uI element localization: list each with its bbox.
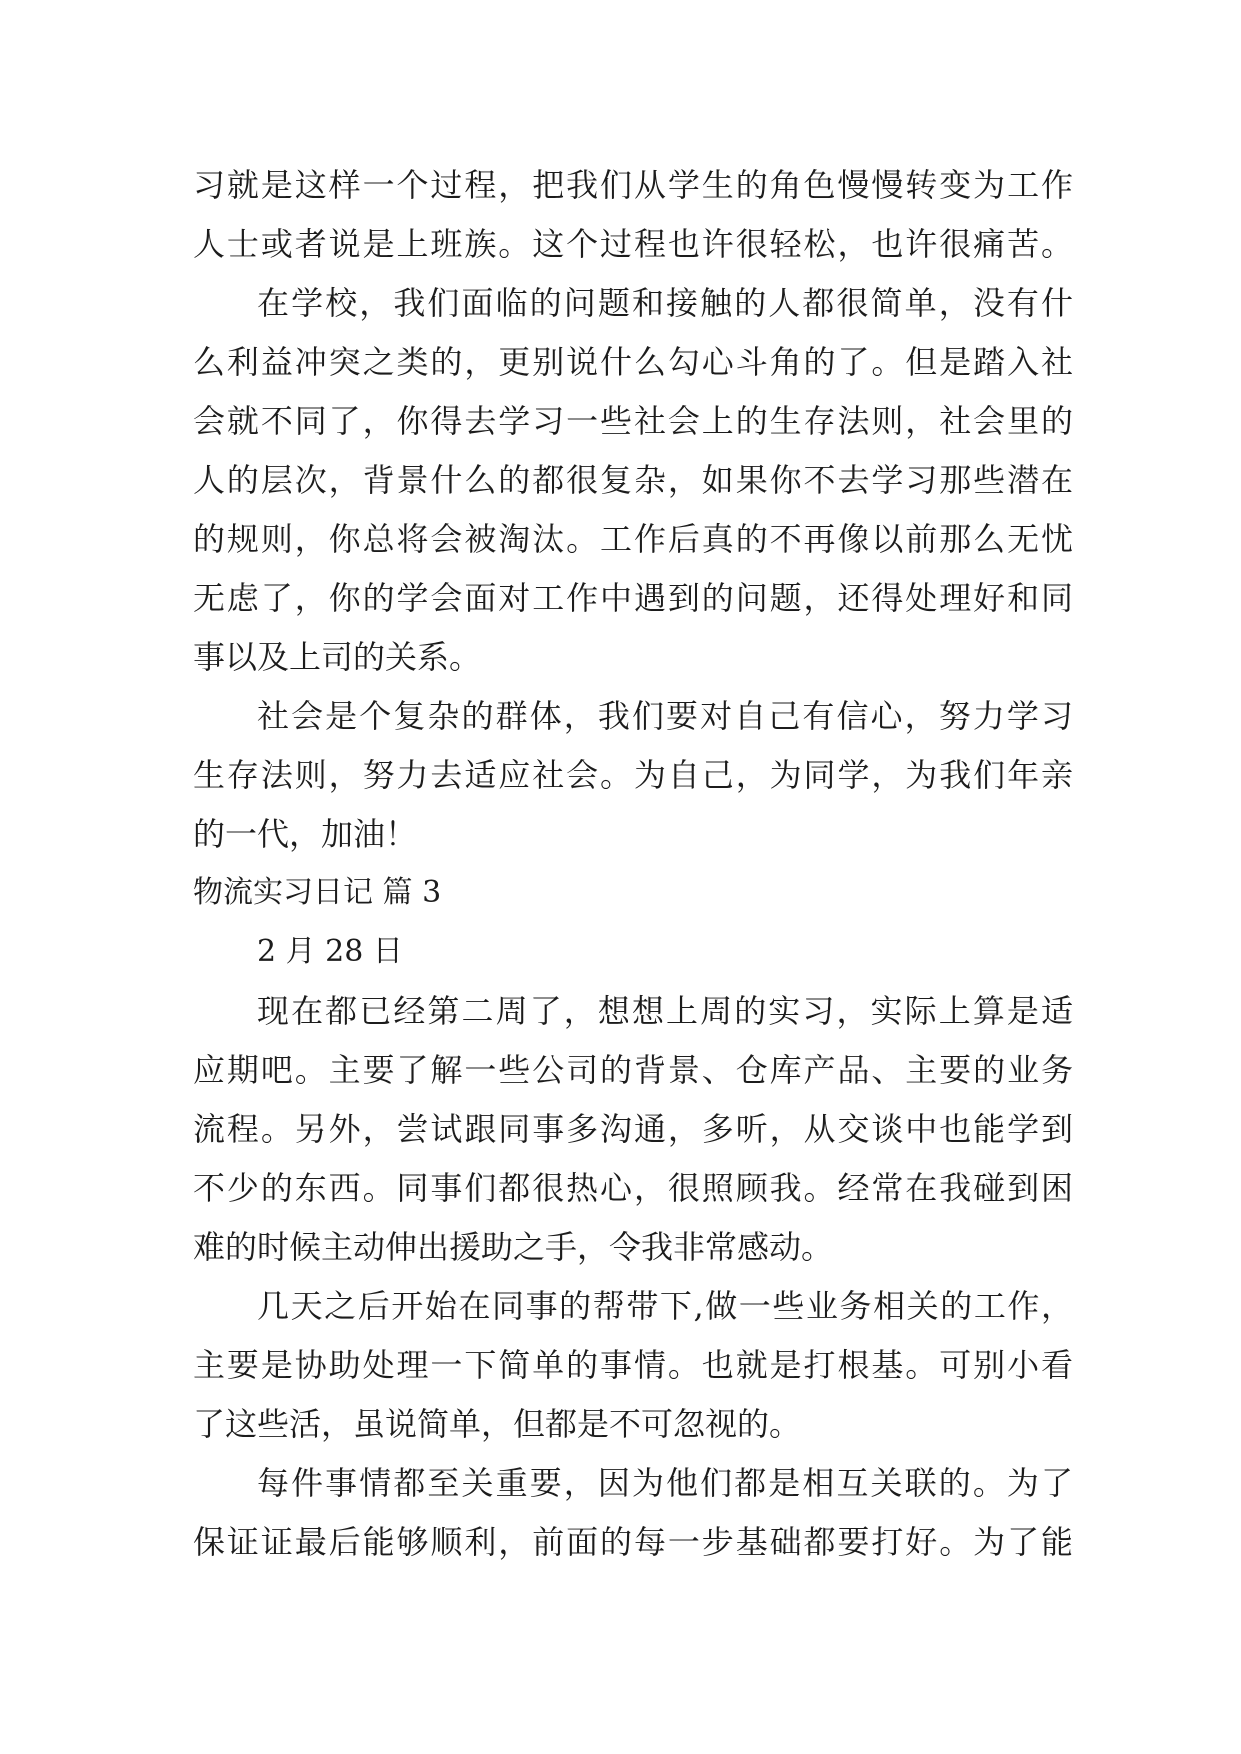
paragraph-line: 每件事情都至关重要，因为他们都是相互关联的。为了 (257, 1464, 1073, 1502)
paragraph-line: 事以及上司的关系。 (193, 638, 482, 676)
paragraph-line: 不少的东西。同事们都很热心，很照顾我。经常在我碰到困 (193, 1169, 1073, 1207)
paragraph-line: 了这些活，虽说简单，但都是不可忽视的。 (193, 1405, 802, 1443)
paragraph-line: 么利益冲突之类的，更别说什么勾心斗角的了。但是踏入社 (193, 343, 1073, 381)
paragraph-line: 在学校，我们面临的问题和接触的人都很简单，没有什 (257, 284, 1073, 322)
paragraph-line: 习就是这样一个过程，把我们从学生的角色慢慢转变为工作 (193, 166, 1073, 204)
paragraph-line: 的规则，你总将会被淘汰。工作后真的不再像以前那么无忧 (193, 520, 1073, 558)
entry-date: 2 月 28 日 (257, 934, 403, 969)
paragraph-line: 生存法则，努力去适应社会。为自己，为同学，为我们年亲 (193, 756, 1073, 794)
paragraph-line: 人士或者说是上班族。这个过程也许很轻松，也许很痛苦。 (193, 225, 1073, 263)
paragraph-line: 主要是协助处理一下简单的事情。也就是打根基。可别小看 (193, 1346, 1073, 1384)
paragraph-line: 应期吧。主要了解一些公司的背景、仓库产品、主要的业务 (193, 1051, 1073, 1089)
paragraph-line: 几天之后开始在同事的帮带下,做一些业务相关的工作， (257, 1287, 1073, 1325)
paragraph-line: 人的层次，背景什么的都很复杂，如果你不去学习那些潜在 (193, 461, 1073, 499)
paragraph-line: 社会是个复杂的群体，我们要对自己有信心，努力学习 (257, 697, 1073, 735)
paragraph-line: 的一代，加油！ (193, 815, 418, 853)
paragraph-line: 会就不同了，你得去学习一些社会上的生存法则，社会里的 (193, 402, 1073, 440)
paragraph-line: 无虑了，你的学会面对工作中遇到的问题，还得处理好和同 (193, 579, 1073, 617)
paragraph-line: 难的时候主动伸出援助之手，令我非常感动。 (193, 1228, 834, 1266)
section-heading: 物流实习日记 篇 3 (193, 875, 442, 910)
paragraph-line: 保证证最后能够顺利，前面的每一步基础都要打好。为了能 (193, 1523, 1073, 1561)
paragraph-line: 现在都已经第二周了，想想上周的实习，实际上算是适 (257, 992, 1073, 1030)
paragraph-line: 流程。另外，尝试跟同事多沟通，多听，从交谈中也能学到 (193, 1110, 1073, 1148)
